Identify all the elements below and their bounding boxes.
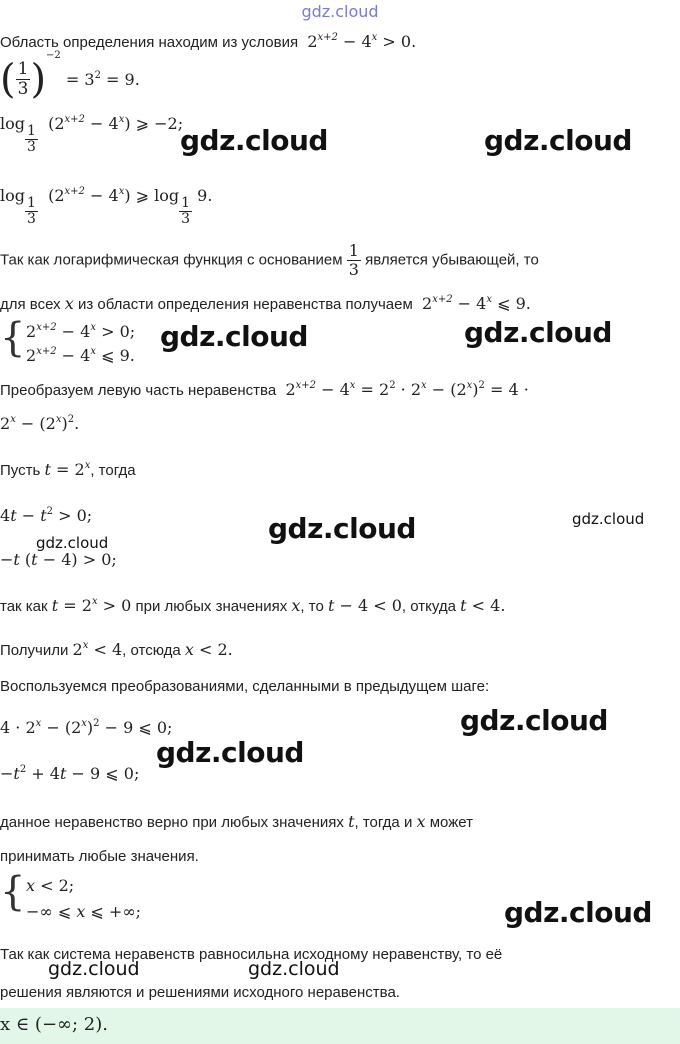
domain-inequality: $2^{x+2} - 4^x > 0$. [302,32,417,51]
watermark: gdz.cloud [572,510,645,528]
decreasing-statement: Так как логарифмическая функция с основанием $\frac{1}{3}$ является убывающей, то [0,241,539,279]
true-for-statement: данное неравенство верно при любых значениях t, тогда и x может [0,812,473,831]
whence-text: , откуда [401,598,456,615]
since-text: так как [0,598,48,615]
answer-bar [0,1008,680,1044]
use-prev-text: Воспользуемся преобразованиями, сделанными в предыдущем шаге: [0,678,490,695]
second-ineq-2: $-t^2 + 4t - 9$ ⩽ 0; [0,764,140,783]
watermark: gdz.cloud [156,736,304,769]
let-text: Пусть [0,462,41,479]
got-statement: Получили $2^x < 4$, отсюда x < 2. [0,640,233,659]
true-for-text: данное неравенство верно при любых значениях [0,814,344,831]
for-all-statement: для всех x из области определения неравенства получаем $2^{x+2} - 4^x$ ⩽ 9. [0,294,531,313]
watermark: gdz.cloud [248,958,340,980]
watermark: gdz.cloud [504,896,652,929]
may-text: может [429,814,473,831]
power-identity: ( $\frac{1}{3}$ )$^{-2} = 3^2 = 9$. [0,50,140,103]
watermark: gdz.cloud [464,316,612,349]
quadratic-ineq: $4t - t^2 > 0$; [0,506,93,525]
watermark: gdz.cloud [460,704,608,737]
transform-line-2: $2^x - (2^x)^2$. [0,414,80,433]
then-to-text: , то [300,598,324,615]
transform-line-1: Преобразуем левую часть неравенства $2^{x+2} - 4^x = 2^2 \cdot 2^x - (2^x)^2 = 4$ · [0,380,529,399]
watermark: gdz.cloud [180,124,328,157]
domain-condition [0,32,416,51]
watermark: gdz.cloud [160,320,308,353]
domain-intro-text: Область определения находим из условия [0,34,299,51]
watermark: gdz.cloud [36,534,109,552]
brace: { [0,869,26,915]
log-inequality-1: log $\frac{1}{3}$ $(2^{x+2} - 4^x)$ ⩾ −2; [0,114,184,155]
from-domain-text: из области определения неравенства получаем [77,296,413,313]
any-values-text: принимать любые значения. [0,848,199,865]
watermark: gdz.cloud [484,124,632,157]
watermark: gdz.cloud [48,958,140,980]
since-statement: так как $t = 2^x > 0$ при любых значениях x, то t − 4 < 0, откуда t < 4. [0,596,506,615]
transform-text: Преобразуем левую часть неравенства [0,382,277,399]
since-log-text: Так как логарифмическая функция с основанием [0,251,343,269]
for-any-text: при любых значениях [135,598,288,615]
equiv-text-2: решения являются и решениями исходного неравенства. [0,984,400,1001]
brace: { [0,315,26,361]
second-ineq-1: $4 \cdot 2^x - (2^x)^2 - 9$ ⩽ 0; [0,718,173,737]
factored-ineq: −t (t − 4) > 0; [0,550,117,569]
substitution: Пусть $t = 2^x$, тогда [0,460,136,479]
log-inequality-2: log $\frac{1}{3}$ $(2^{x+2} - 4^x)$ ⩾ log $\frac{1}{3}$ 9. [0,186,213,227]
for-all-text: для всех [0,296,61,313]
answer-text: x ∈ (−∞; 2). [0,1014,108,1035]
watermark: gdz.cloud [268,512,416,545]
equiv-text-1: Так как система неравенств равносильна исходному неравенству, то её [0,946,503,963]
then-text: , тогда [90,462,136,479]
got-text: Получили [0,642,69,659]
then-and-text: , тогда и [354,814,413,831]
decreasing-text: является убывающей, то [365,251,539,269]
hence-text: , отсюда [122,642,181,659]
site-link[interactable]: gdz.cloud [301,2,379,21]
